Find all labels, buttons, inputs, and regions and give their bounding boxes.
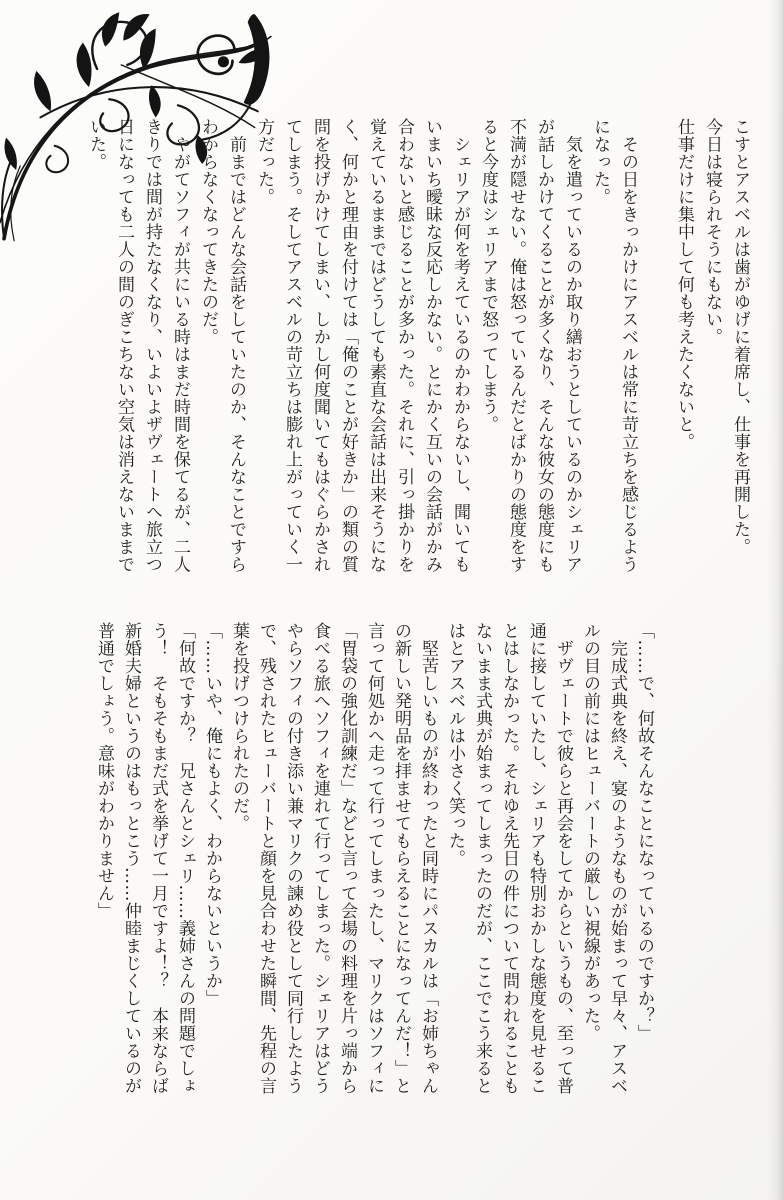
paragraph: こすとアスベルは歯がゆげに着席し、仕事を再開した。 — [730, 118, 750, 556]
paragraph: ザヴェートで彼らと再会をしてからというもの、至って普通に接していたし、シェリアも特別おかしな態度を見せることはしなかった。それゆえ先日の件について問われることもないまま式典が始まってしまったのだが、ここでこう来るとはとアスベルは小さく笑った。 — [445, 622, 573, 1095]
lower-text-block — [90, 622, 657, 1096]
paragraph: 気を遣っているのか取り繕おうとしているのかシェリアが話しかけてくることが多くなり、そんな彼女の態度にも不満が隠せない。俺は怒っているんだとばかりの態度をすると今度はシェリアまで怒ってしまう。 — [478, 118, 582, 573]
paragraph: 前まではどんな会話をしていたのか、そんなことですらわからなくなってきたのだ。 — [198, 118, 246, 573]
page-edge-shading — [767, 0, 783, 1200]
paragraph: 「……いや、俺にもよく、わからないというか」 — [202, 622, 222, 1007]
paragraph: その日をきっかけにアスベルは常に苛立ちを感じるようになった。 — [590, 118, 638, 573]
paragraph: 堅苦しいものが終わったと同時にパスカルは「お姉ちゃんの新しい発明品を拝ませてもらえることになってんだ！」と言って何処かへ走って行ってしまったし、マリクはソフィに「胃袋の強化訓練だ」などと言って会場の料理を片っ端から食べる旅へソフィを連れて行ってしまった。シェリアはどうやらソフィの付き添い兼マリクの諫め役として同行したようで、残されたヒューバートと顔を見合わせた瞬間、先程の言葉を投げつけられたのだ。 — [229, 622, 438, 1095]
upper-paragraph-group-1 — [670, 118, 754, 578]
paragraph: シェリアが何を考えているのかわからないし、聞いてもいまいち曖昧な反応しかない。とにかく互いの会話がかみ合わないと感じることが多かった。それに、引っ掛かりを覚えているままではどうしても素直な会話は出来そうになく、何かと理由を付けては「俺のことが好きか」の類の質問を投げかけてしまい、しかし何度聞いてもはぐらかされてしまう。そしてアスベルの苛立ちは膨れ上がっていく一方だった。 — [254, 118, 470, 573]
paragraph: 仕事だけに集中して何も考えたくないと。 — [674, 118, 694, 451]
upper-paragraph-group-2 — [82, 118, 642, 578]
paragraph: 「……で、何故そんなことになっているのですか？」 — [634, 622, 654, 1042]
paragraph: 「何故ですか？ 兄さんとシェリ……義姉さんの問題でしょう！ そもそもまだ式を挙げて一月ですよ！？ 本来ならば新婚夫婦というのはもっとこう……仲睦まじくしているのが普通でしょう。意味がわかりません」 — [94, 622, 195, 1095]
upper-text-block — [82, 118, 754, 578]
paragraph: 今日は寝られそうにもない。 — [702, 118, 722, 346]
paragraph: 完成式典を終え、宴のようなものが始まって早々、アスベルの目の前にはヒューバートの厳しい視線があった。 — [580, 622, 627, 1095]
paragraph: やがてソフィが共にいる時はまだ時間を保てるが、二人きりでは間が持たなくなり、いよいよザヴェートへ旅立つ日になっても二人の間のぎこちない空気は消えないままでいた。 — [86, 118, 190, 573]
